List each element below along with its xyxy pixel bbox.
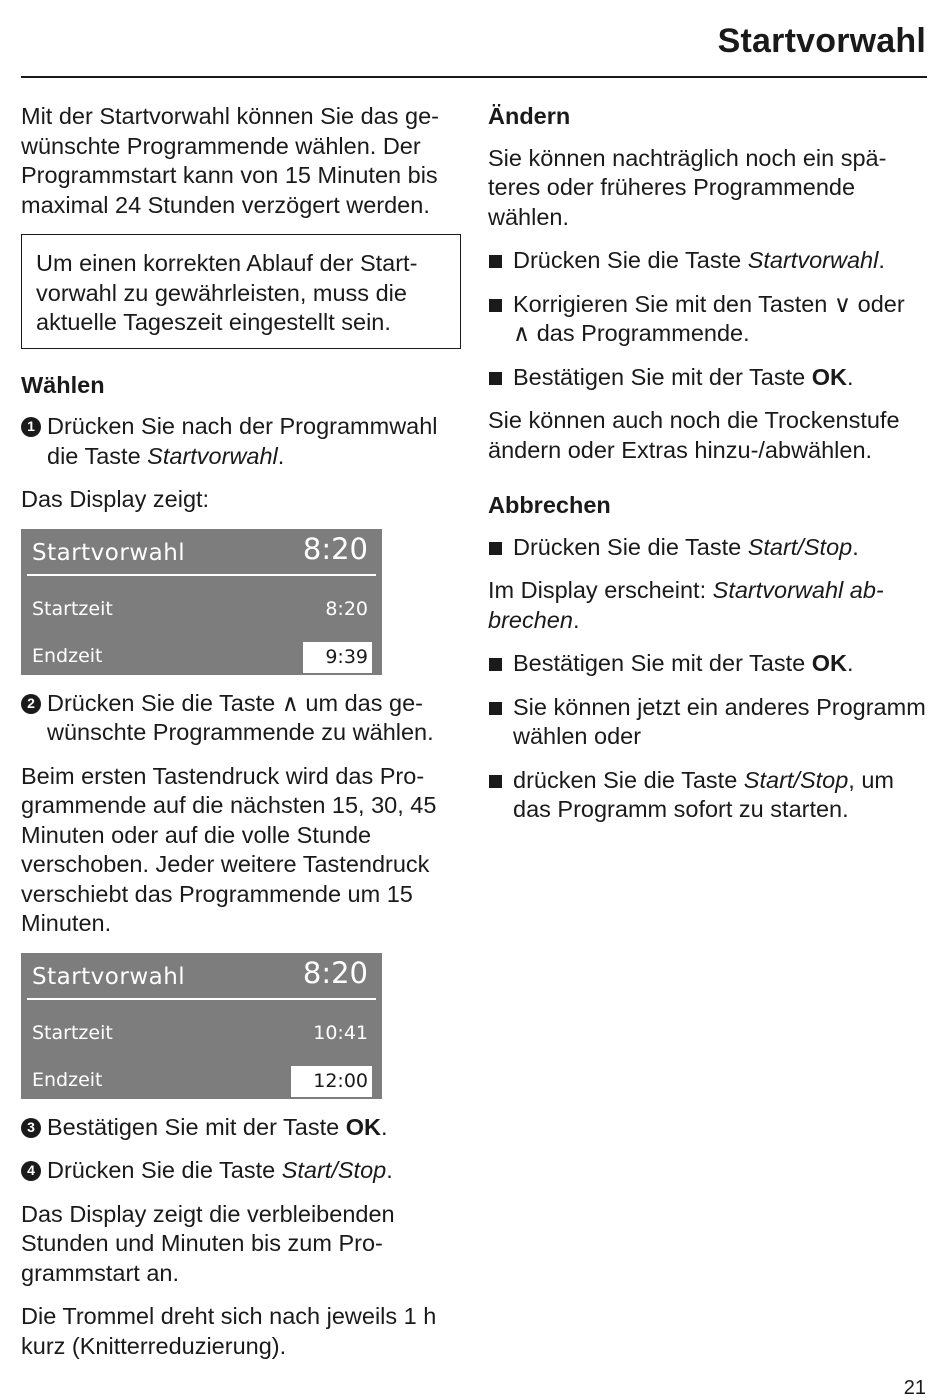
bullet-square-icon [489,255,502,268]
display-startzeit-value: 10:41 [313,1021,368,1044]
bullet-square-icon [489,658,502,671]
display-clock: 8:20 [302,955,368,990]
step-number-icon: 2 [21,694,41,714]
display-divider [27,998,376,1000]
display-divider [27,574,376,576]
note-box [21,234,461,349]
display-startzeit-label: Startzeit [32,597,113,620]
display-endzeit-label: Endzeit [32,1068,103,1091]
paragraph-verbleibend: Das Display zeigt die verbleibenden Stunden und Minuten bis zum Programmstart an. [21,1200,395,1286]
bullet-item: drücken Sie die Taste Start/Stop, um das Programm sofort zu starten. [488,766,928,825]
bullet-item: Bestätigen Sie mit der Taste OK. [488,649,928,679]
display-endzeit-value: 12:00 [291,1066,372,1098]
bullet-item: Sie können jetzt ein anderes Programm wählen oder [488,693,928,752]
bullet-square-icon [489,775,502,788]
step-2 [21,689,461,748]
bullet-item: Drücken Sie die Taste Startvorwahl. [488,246,928,276]
step-1 [21,412,461,471]
bullet-square-icon [489,299,502,312]
display-clock: 8:20 [302,531,368,566]
step-4-text: Drücken Sie die Taste Start/Stop. [47,1157,393,1183]
display-screenshot-1 [21,529,382,675]
step-2-text: Drücken Sie die Taste ∧ um das gewünschte Programmende zu wählen. [47,689,434,745]
display-title: Startvorwahl [32,539,186,566]
note-text: Um einen korrekten Ablauf der Startvorwahl zu gewährleisten, muss die aktuelle Tageszeit eingestellt sein. [36,250,418,335]
bullet-square-icon [489,702,502,715]
display-endzeit-value: 9:39 [303,642,372,674]
display-startzeit-label: Startzeit [32,1021,113,1044]
step-number-icon: 1 [21,417,41,437]
intro-paragraph: Mit der Startvorwahl können Sie das gewünschte Programmende wählen. Der Programmstart kann von 15 Minuten bis maximal 24 Stunden verzögert werden. [21,103,439,218]
page-title: Startvorwahl [717,22,926,60]
step-1-text: Drücken Sie nach der Programmwahl die Taste Startvorwahl. [47,413,438,469]
step-number-icon: 3 [21,1118,41,1138]
display-intro: Das Display zeigt: [21,486,210,512]
paragraph-display-erscheint: Im Display erscheint: Startvorwahl abbrechen. [488,577,884,633]
display-endzeit-label: Endzeit [32,644,103,667]
heading-aendern: Ändern [488,103,571,129]
display-startzeit-value: 8:20 [325,597,368,620]
step-4 [21,1156,461,1186]
bullet-square-icon [489,372,502,385]
step-3 [21,1113,461,1143]
bullet-item: Drücken Sie die Taste Start/Stop. [488,533,928,563]
title-rule [21,76,927,78]
paragraph-trommel: Die Trommel dreht sich nach jeweils 1 h kurz (Knitterreduzierung). [21,1303,437,1359]
heading-waehlen: Wählen [21,371,105,398]
paragraph-tastendruck: Beim ersten Tastendruck wird das Programmende auf die nächsten 15, 30, 45 Minuten oder auf die volle Stunde verschoben. Jeder weitere Tastendruck verschiebt das Programmende um 15 Minuten. [21,762,437,936]
page-number: 21 [903,1377,926,1399]
left-column [21,102,461,1375]
paragraph-aendern: Sie können nachträglich noch ein späteres oder früheres Programmende wählen. [488,144,887,230]
heading-abbrechen: Abbrechen [488,492,611,518]
bullet-item: Bestätigen Sie mit der Taste OK. [488,363,928,393]
paragraph-trockenstufe: Sie können auch noch die Trockenstufe ändern oder Extras hinzu-/abwählen. [488,407,900,463]
right-column [488,102,928,839]
bullet-square-icon [489,542,502,555]
step-3-text: Bestätigen Sie mit der Taste OK. [47,1113,388,1140]
step-number-icon: 4 [21,1161,41,1181]
display-title: Startvorwahl [32,963,186,990]
display-screenshot-2 [21,953,382,1099]
bullet-item: Korrigieren Sie mit den Tasten ∨ oder ∧ das Programmende. [488,290,928,349]
